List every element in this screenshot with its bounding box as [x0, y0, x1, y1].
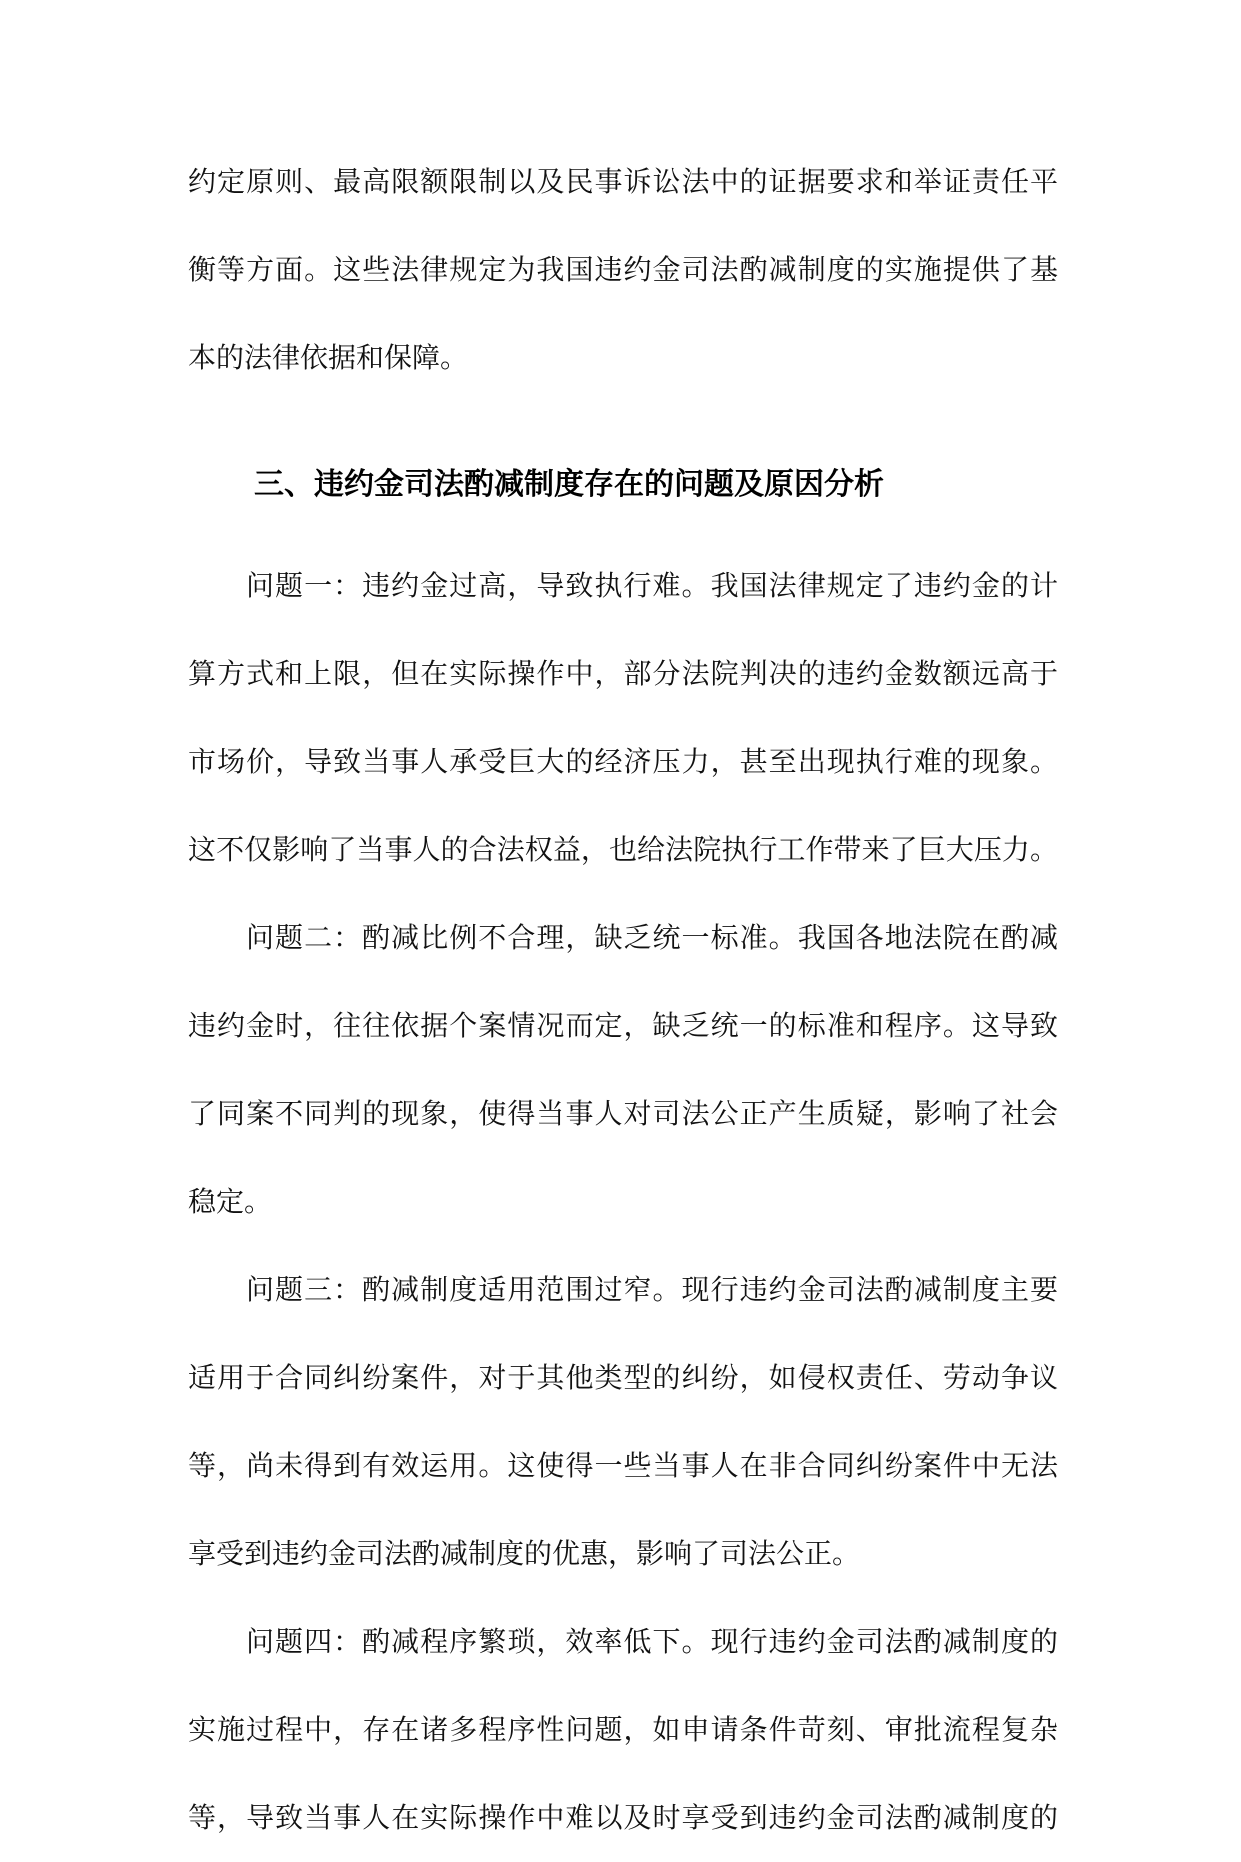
document-body	[188, 138, 1058, 1862]
text-line: 问题三：酌减制度适用范围过窄。现行违约金司法酌减制度主要	[246, 1273, 1058, 1306]
text-line: 衡等方面。这些法律规定为我国违约金司法酌减制度的实施提供了基	[188, 253, 1058, 286]
text-line: 稳定。	[188, 1185, 273, 1218]
paragraph-problem-3	[188, 1246, 1058, 1598]
text-line: 市场价，导致当事人承受巨大的经济压力，甚至出现执行难的现象。	[188, 745, 1058, 778]
text-line: 违约金时，往往依据个案情况而定，缺乏统一的标准和程序。这导致	[188, 1009, 1058, 1042]
text-line: 本的法律依据和保障。	[188, 341, 469, 374]
text-line: 了同案不同判的现象，使得当事人对司法公正产生质疑，影响了社会	[188, 1097, 1058, 1130]
text-line: 问题二：酌减比例不合理，缺乏统一标准。我国各地法院在酌减	[246, 921, 1058, 954]
paragraph-problem-1	[188, 542, 1058, 894]
text-line: 享受到违约金司法酌减制度的优惠，影响了司法公正。	[188, 1537, 861, 1570]
text-line: 算方式和上限，但在实际操作中，部分法院判决的违约金数额远高于	[188, 657, 1058, 690]
paragraph-intro	[188, 138, 1058, 402]
text-line: 问题四：酌减程序繁琐，效率低下。现行违约金司法酌减制度的	[246, 1625, 1058, 1658]
section-heading: 三、违约金司法酌减制度存在的问题及原因分析	[254, 467, 884, 502]
paragraph-problem-2	[188, 894, 1058, 1246]
text-line: 约定原则、最高限额限制以及民事诉讼法中的证据要求和举证责任平	[188, 165, 1058, 198]
text-line: 等，导致当事人在实际操作中难以及时享受到违约金司法酌减制度的	[188, 1801, 1058, 1834]
text-line: 实施过程中，存在诸多程序性问题，如申请条件苛刻、审批流程复杂	[188, 1713, 1058, 1746]
text-line: 适用于合同纠纷案件，对于其他类型的纠纷，如侵权责任、劳动争议	[188, 1361, 1058, 1394]
text-line: 这不仅影响了当事人的合法权益，也给法院执行工作带来了巨大压力。	[188, 833, 1058, 866]
text-line: 问题一：违约金过高，导致执行难。我国法律规定了违约金的计	[246, 569, 1058, 602]
text-line: 等，尚未得到有效运用。这使得一些当事人在非合同纠纷案件中无法	[188, 1449, 1058, 1482]
paragraph-problem-4	[188, 1598, 1058, 1862]
